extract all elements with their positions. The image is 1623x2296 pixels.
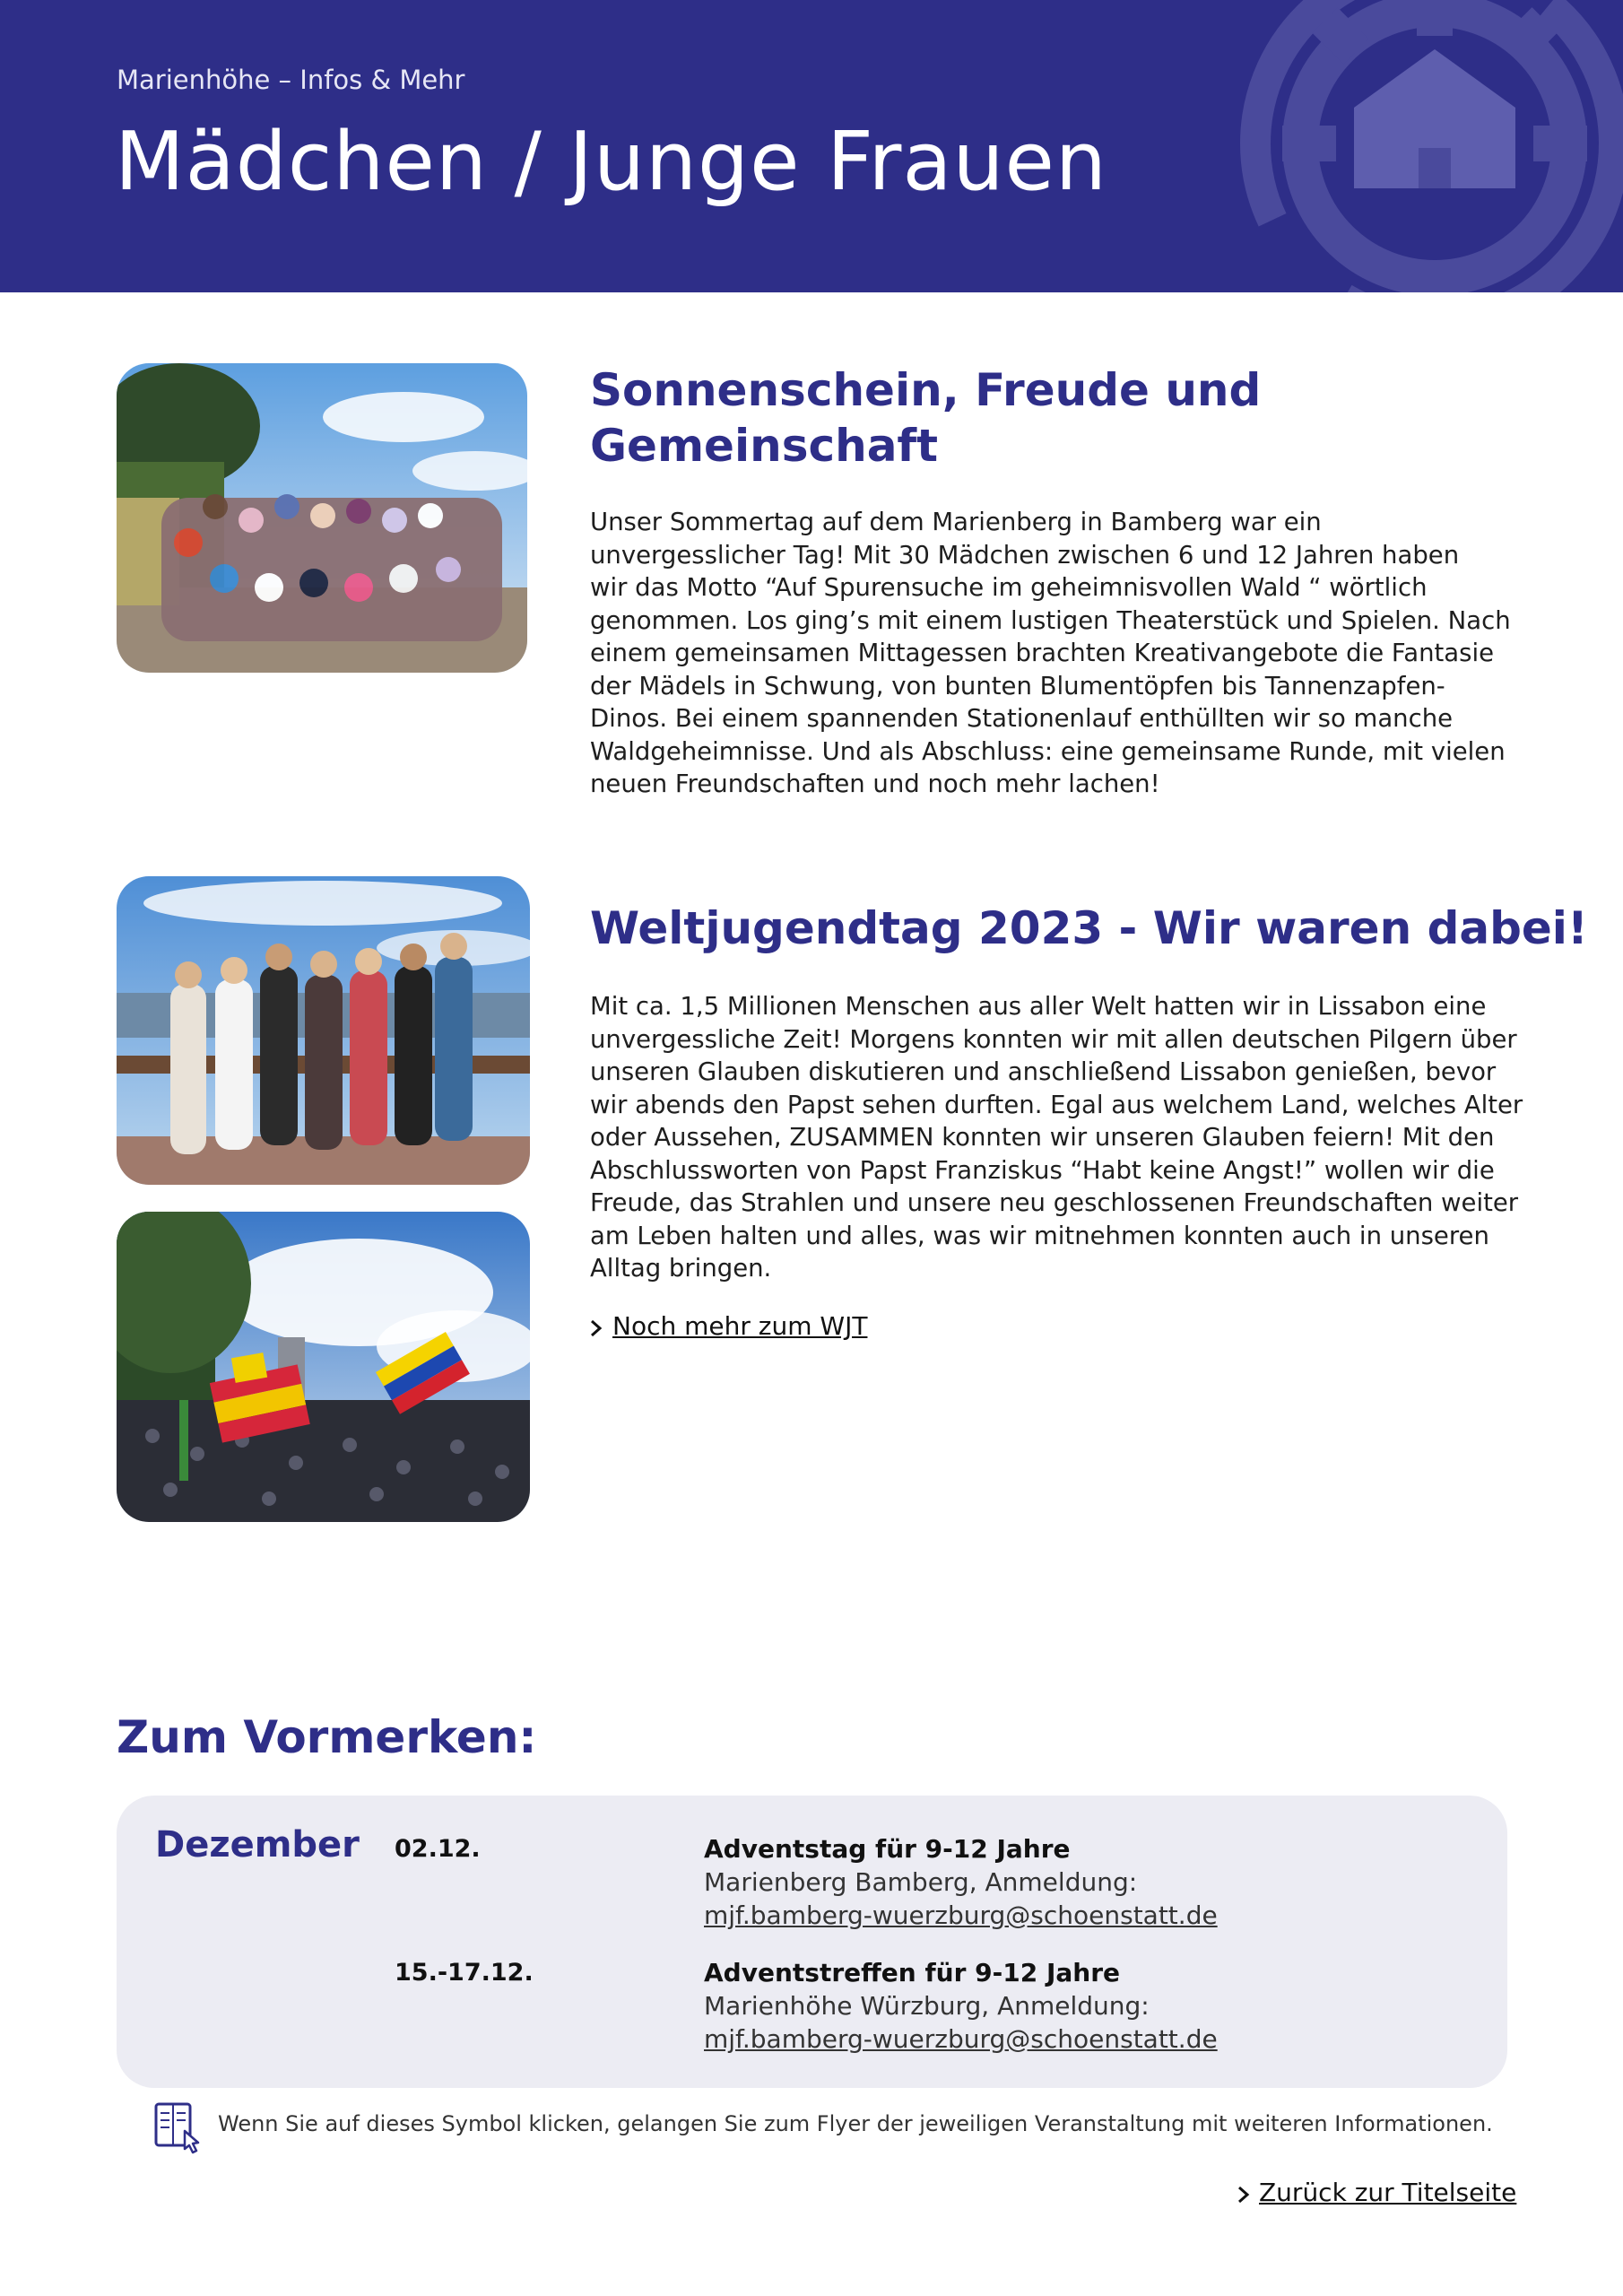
event-date: 15.-17.12. — [395, 1959, 534, 1987]
chevron-right-icon — [588, 1318, 604, 1338]
back-to-title-link[interactable]: Zurück zur Titelseite — [1259, 2178, 1517, 2207]
article-heading: Weltjugendtag 2023 - Wir waren dabei! — [590, 902, 1588, 954]
event-title: Adventstreffen für 9-12 Jahre — [704, 1958, 1121, 1987]
event-date: 02.12. — [395, 1835, 481, 1863]
event-title: Adventstag für 9-12 Jahre — [704, 1834, 1071, 1864]
event-location: Marienhöhe Würzburg, Anmeldung: — [704, 1991, 1150, 2021]
header-kicker: Marienhöhe – Infos & Mehr — [117, 65, 465, 95]
events-heading: Zum Vormerken: — [117, 1711, 537, 1763]
article-body — [590, 990, 1523, 1285]
event-location: Marienberg Bamberg, Anmeldung: — [704, 1867, 1138, 1897]
page-title: Mädchen / Junge Frauen — [115, 115, 1107, 209]
body-line: unseren Glauben diskutieren und anschließend Lissabon genießen, bevor — [590, 1057, 1497, 1086]
summer-day-group-photo — [117, 363, 527, 673]
article-heading-line: Sonnenschein, Freude und — [590, 364, 1262, 416]
body-line: unvergesslicher Tag! Mit 30 Mädchen zwischen 6 und 12 Jahren haben — [590, 540, 1460, 570]
body-line: wir das Motto “Auf Spurensuche im geheimnisvollen Wald “ wörtlich — [590, 573, 1428, 602]
body-line: am Leben halten und alles, was wir mitnehmen konnten auch in unseren — [590, 1221, 1489, 1250]
body-line: der Mädels in Schwung, von bunten Blumentöpfen bis Tannenzapfen- — [590, 671, 1445, 700]
shrine-gear-logo-icon — [1228, 0, 1623, 292]
body-line: oder Aussehen, ZUSAMMEN konnten wir unseren Glauben feiern! Mit den — [590, 1123, 1495, 1152]
chevron-right-icon — [1236, 2185, 1252, 2205]
body-line: Mit ca. 1,5 Millionen Menschen aus aller Welt hatten wir in Lissabon eine — [590, 992, 1487, 1021]
body-line: wir abends den Papst sehen durften. Egal aus welchem Land, welches Alter — [590, 1090, 1523, 1119]
body-line: unvergessliche Zeit! Morgens konnten wir mit allen deutschen Pilgern über — [590, 1024, 1517, 1054]
body-line: neuen Freundschaften und noch mehr lachen! — [590, 770, 1160, 798]
page-header — [0, 0, 1623, 292]
body-line: Freude, das Strahlen und unsere neu geschlossenen Freundschaften weiter — [590, 1188, 1519, 1217]
flyer-note: Wenn Sie auf dieses Symbol klicken, gelangen Sie zum Flyer der jeweiligen Veranstaltung mit weiteren Informationen. — [218, 2111, 1493, 2136]
article-body — [590, 506, 1511, 801]
body-line: Alltag bringen. — [590, 1254, 772, 1283]
wjt-group-photo — [117, 876, 530, 1185]
article-heading — [590, 362, 1261, 474]
body-line: Dinos. Bei einem spannenden Stationenlauf enthüllten wir so manche — [590, 704, 1454, 733]
body-line: Unser Sommertag auf dem Marienberg in Bamberg war ein — [590, 508, 1322, 536]
body-line: Waldgeheimnisse. Und als Abschluss: eine gemeinsame Runde, mit vielen — [590, 736, 1506, 766]
article-heading-line: Gemeinschaft — [590, 420, 939, 472]
event-email-link[interactable]: mjf.bamberg-wuerzburg@schoenstatt.de — [704, 2024, 1218, 2054]
wjt-crowd-flags-photo — [117, 1212, 530, 1522]
wjt-more-link[interactable]: Noch mehr zum WJT — [612, 1311, 868, 1341]
body-line: genommen. Los ging’s mit einem lustigen Theaterstück und Spielen. Nach — [590, 605, 1511, 635]
body-line: einem gemeinsamen Mittagessen brachten Kreativangebote die Fantasie — [590, 639, 1495, 667]
flyer-click-icon — [152, 2099, 204, 2156]
event-email-link[interactable]: mjf.bamberg-wuerzburg@schoenstatt.de — [704, 1900, 1218, 1930]
body-line: Abschlussworten von Papst Franziskus “Habt keine Angst!” wollen wir die — [590, 1155, 1495, 1185]
event-month: Dezember — [155, 1824, 360, 1866]
